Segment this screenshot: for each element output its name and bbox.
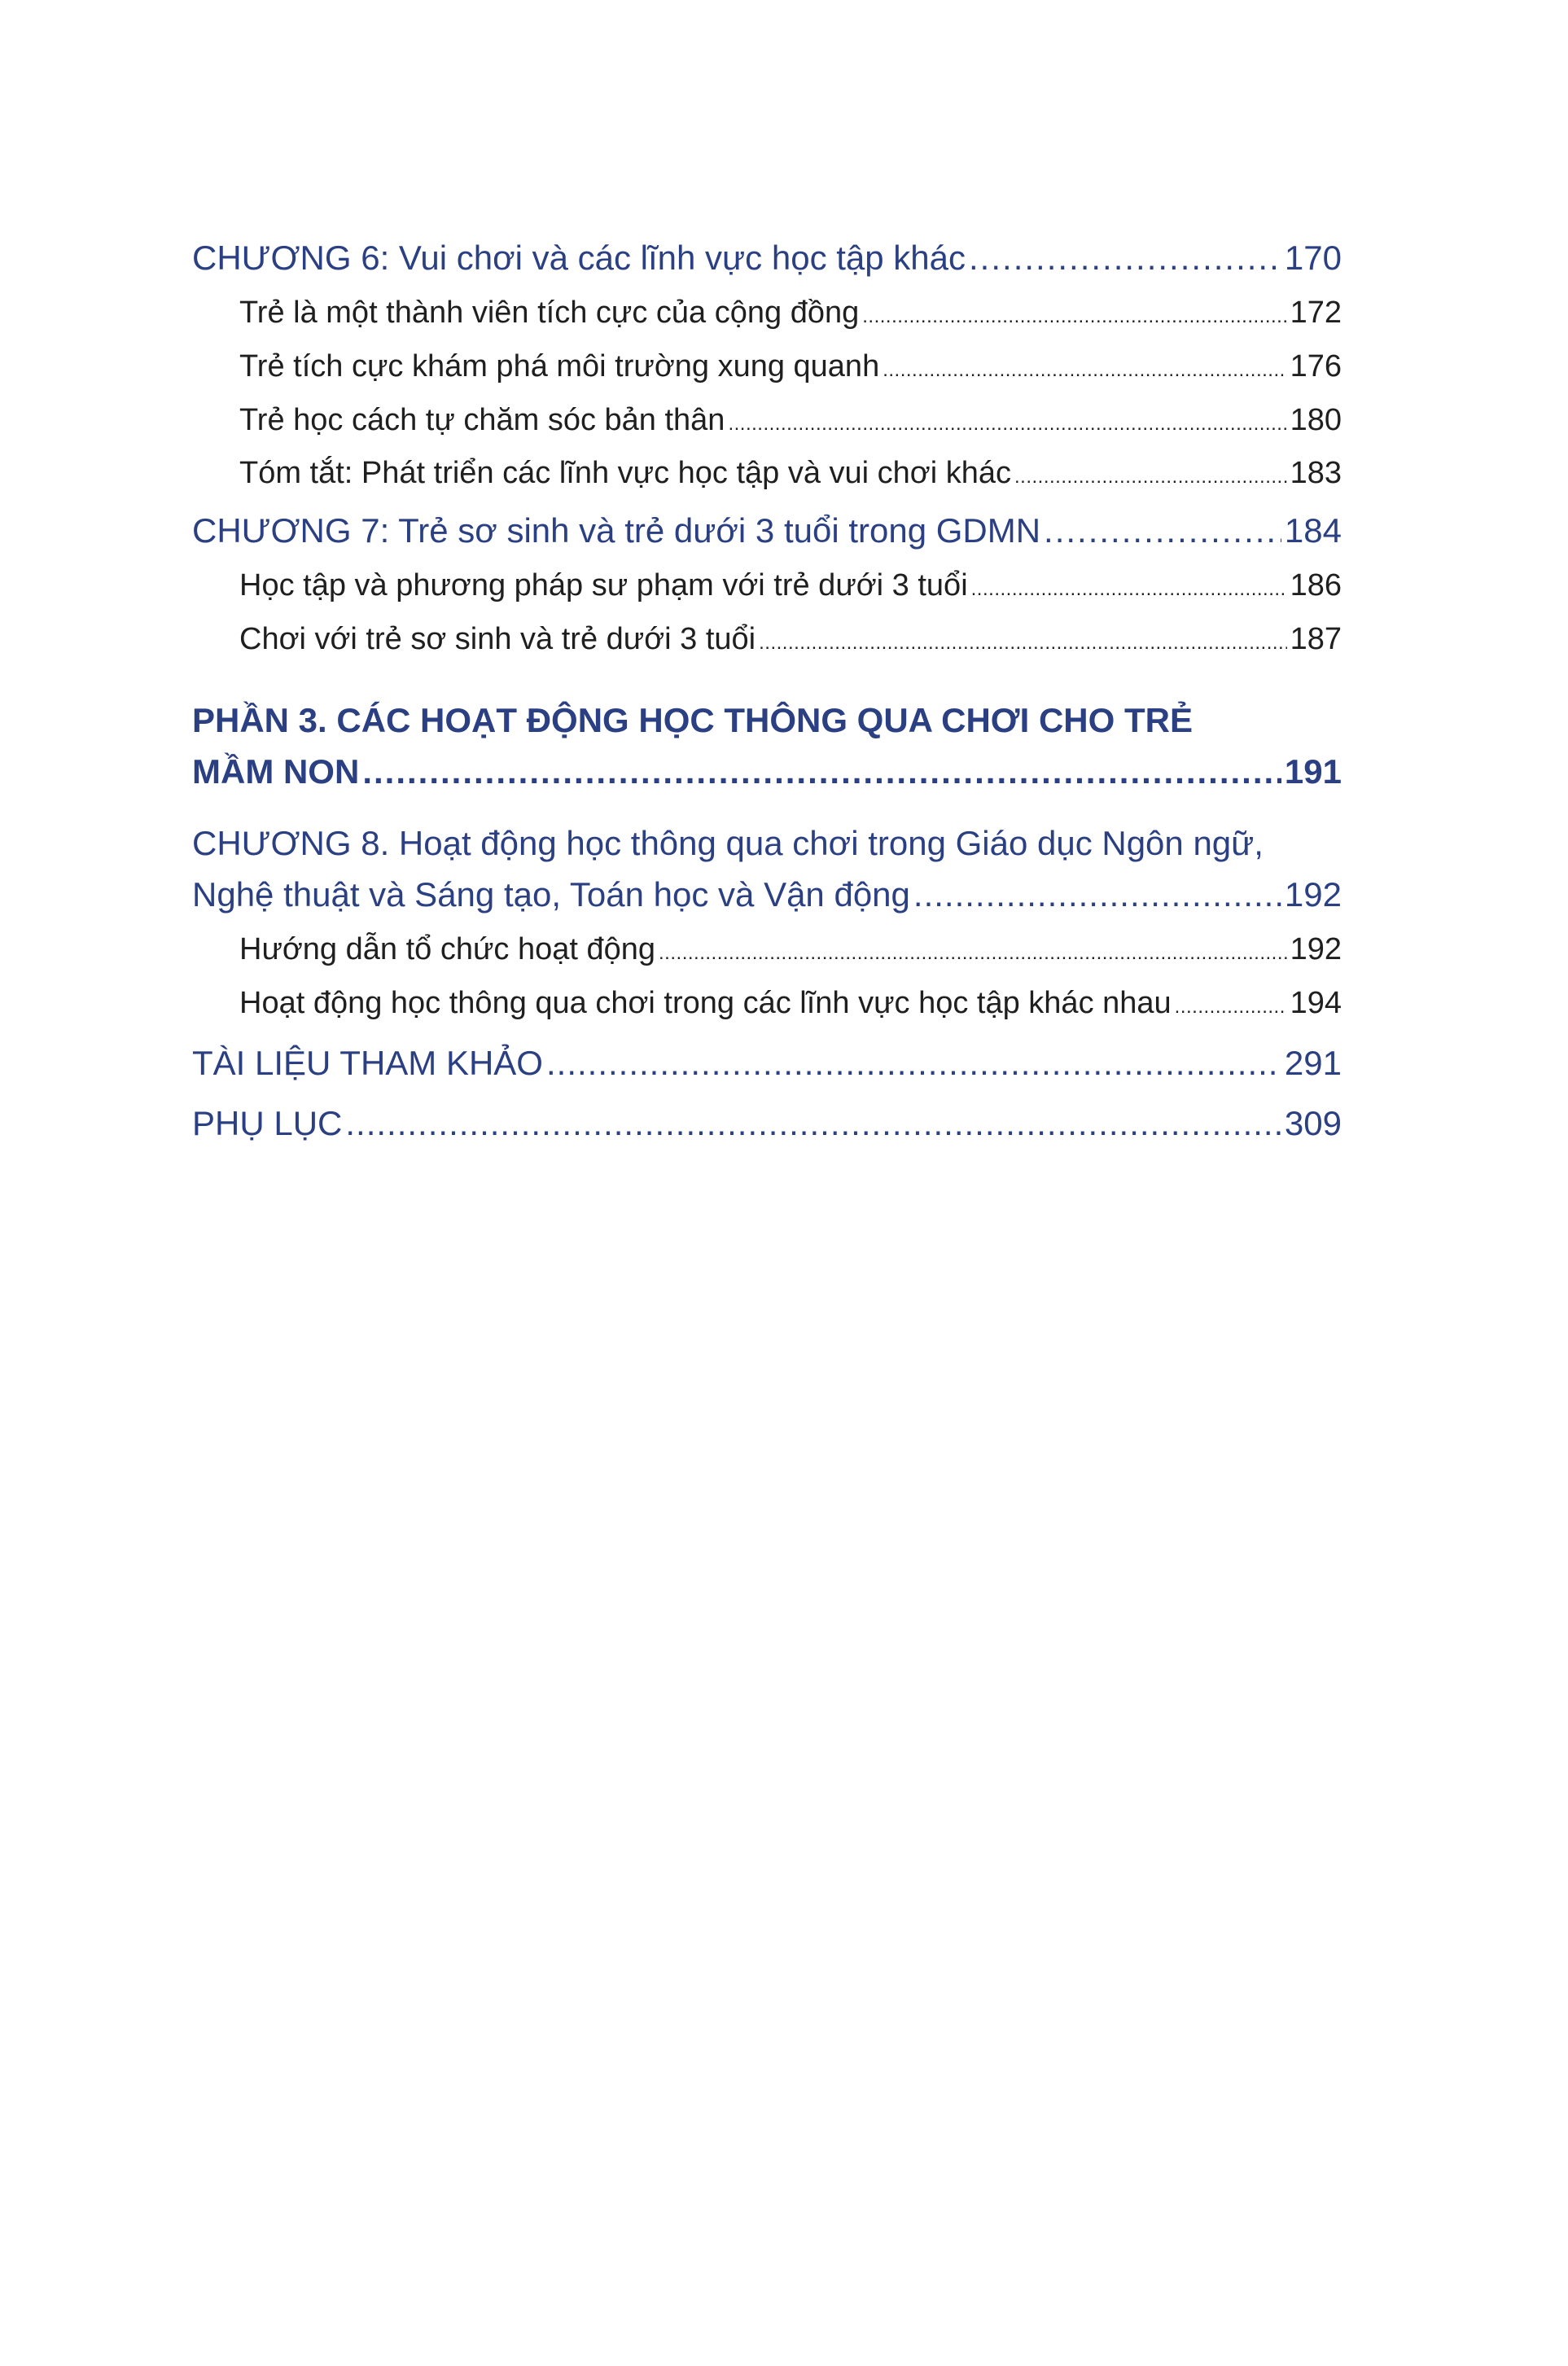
toc-entry-references[interactable]	[192, 1043, 1342, 1084]
toc-entry[interactable]	[192, 455, 1342, 493]
toc-entry[interactable]	[192, 348, 1342, 386]
toc-entry-page: 309	[1284, 1104, 1342, 1143]
dot-leader	[362, 751, 1281, 792]
toc-entry[interactable]	[192, 295, 1342, 332]
toc-entry-page: 194	[1290, 985, 1342, 1020]
toc-entry-label: Trẻ là một thành viên tích cực của cộng đồng	[239, 296, 860, 331]
dot-leader	[759, 632, 1286, 655]
toc-entry-page: 183	[1290, 456, 1342, 491]
toc-entry-page: 187	[1290, 621, 1342, 656]
dot-leader	[1044, 510, 1281, 551]
toc-entry[interactable]	[192, 567, 1342, 605]
toc-entry-chapter-8[interactable]	[192, 823, 1342, 915]
dot-leader	[728, 413, 1286, 436]
toc-entry-page: 172	[1290, 296, 1342, 331]
dot-leader	[546, 1043, 1281, 1084]
toc-entry-label: Chơi với trẻ sơ sinh và trẻ dưới 3 tuổi	[239, 621, 756, 656]
dot-leader	[913, 874, 1281, 915]
toc-entry-label-line1: PHẦN 3. CÁC HOẠT ĐỘNG HỌC THÔNG QUA CHƠI CHO TRẺ	[192, 701, 1193, 740]
toc-entry-label: Tóm tắt: Phát triển các lĩnh vực học tập và vui chơi khác	[239, 456, 1011, 491]
toc-entry-page: 176	[1290, 348, 1342, 383]
dot-leader	[659, 942, 1287, 966]
toc-entry-label: Hoạt động học thông qua chơi trong các lĩnh vực học tập khác nhau	[239, 985, 1172, 1020]
toc-entry-label: TÀI LIỆU THAM KHẢO	[192, 1044, 543, 1083]
toc-entry-part-3[interactable]	[192, 700, 1342, 792]
toc-entry-page: 184	[1284, 510, 1342, 550]
dot-leader	[1014, 466, 1287, 489]
toc-entry-page: 192	[1284, 874, 1342, 914]
toc-entry[interactable]	[192, 985, 1342, 1023]
toc-entry-page: 192	[1290, 931, 1342, 966]
dot-leader	[969, 238, 1281, 278]
toc-entry-label-line2: Nghệ thuật và Sáng tạo, Toán học và Vận động	[192, 874, 910, 914]
table-of-contents	[192, 238, 1342, 1145]
toc-entry-page: 186	[1290, 568, 1342, 603]
toc-entry-label-line1: CHƯƠNG 8. Hoạt động học thông qua chơi trong Giáo dục Ngôn ngữ,	[192, 824, 1264, 863]
toc-entry-appendix[interactable]	[192, 1103, 1342, 1144]
toc-entry-label: CHƯƠNG 6: Vui chơi và các lĩnh vực học tập khác	[192, 239, 966, 277]
toc-entry-label: PHỤ LỤC	[192, 1104, 343, 1143]
dot-leader	[862, 305, 1286, 329]
toc-entry-chapter-6[interactable]	[192, 238, 1342, 278]
dot-leader	[345, 1103, 1281, 1144]
toc-entry-page: 291	[1284, 1044, 1342, 1083]
toc-entry-label-line2: MẦM NON	[192, 751, 360, 791]
toc-entry-label: CHƯƠNG 7: Trẻ sơ sinh và trẻ dưới 3 tuổi trong GDMN	[192, 510, 1041, 550]
dot-leader	[883, 359, 1286, 383]
toc-entry-page: 170	[1284, 239, 1342, 277]
toc-entry-label: Học tập và phương pháp sư phạm với trẻ dưới 3 tuổi	[239, 568, 968, 603]
dot-leader	[971, 578, 1287, 602]
toc-entry-label: Trẻ học cách tự chăm sóc bản thân	[239, 402, 725, 437]
toc-entry-label: Hướng dẫn tổ chức hoạt động	[239, 931, 656, 966]
dot-leader	[1175, 996, 1287, 1019]
toc-entry[interactable]	[192, 931, 1342, 969]
toc-entry-chapter-7[interactable]	[192, 510, 1342, 551]
toc-entry[interactable]	[192, 621, 1342, 659]
toc-entry-page: 180	[1290, 402, 1342, 437]
toc-entry-label: Trẻ tích cực khám phá môi trường xung quanh	[239, 348, 880, 383]
toc-entry-page: 191	[1284, 751, 1342, 791]
toc-entry[interactable]	[192, 402, 1342, 440]
